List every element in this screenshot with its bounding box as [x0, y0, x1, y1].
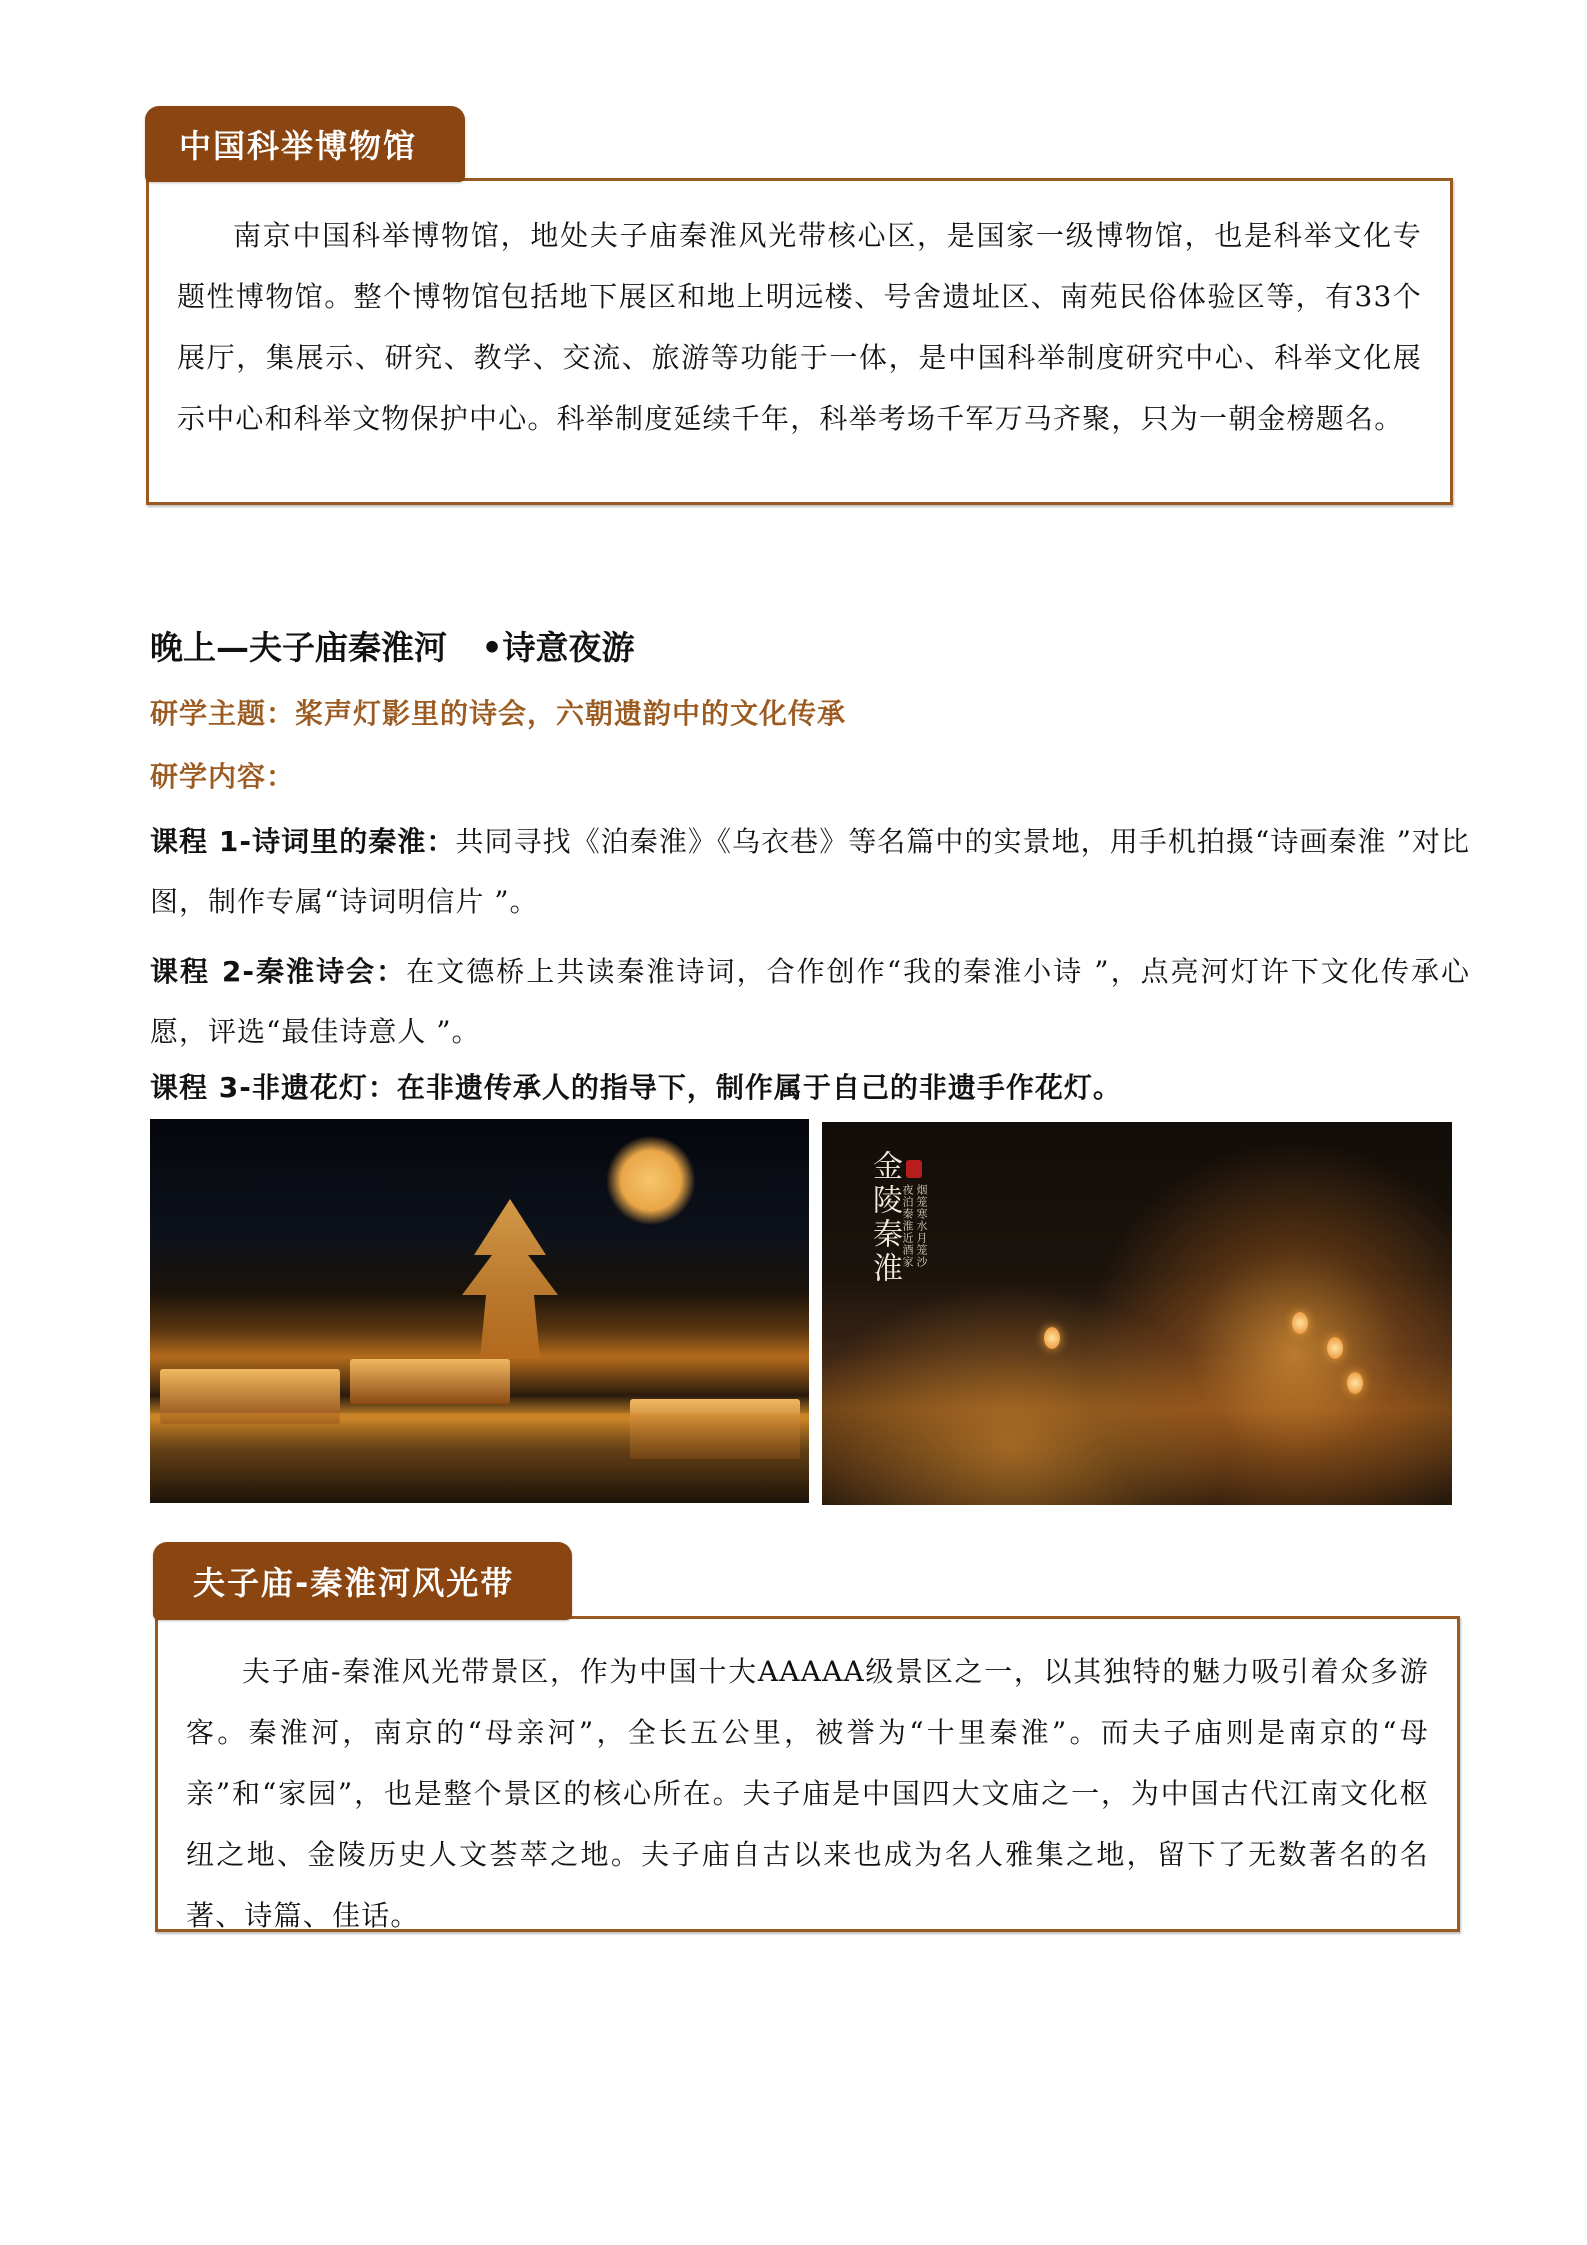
study-theme: 研学主题：桨声灯影里的诗会，六朝遗韵中的文化传承: [150, 697, 847, 730]
boat-shape: [350, 1359, 510, 1404]
course-title: 课程 2-秦淮诗会：: [150, 955, 407, 988]
course-item: [150, 1058, 1470, 1118]
lantern-icon: [1044, 1327, 1060, 1349]
river-reflection: [150, 1413, 809, 1503]
study-content-label: 研学内容：: [150, 760, 296, 793]
lantern-icon: [1327, 1337, 1343, 1359]
course-text: 在文德桥上共读秦淮诗词，合作创作“我的秦淮小诗 ”，点亮河灯许下文化传承心愿，评选“最佳诗意人 ”。: [150, 955, 1470, 1048]
seal-icon: [906, 1160, 922, 1178]
section-paragraph: 南京中国科举博物馆，地处夫子庙秦淮风光带核心区，是国家一级博物馆，也是科举文化专题性博物馆。整个博物馆包括地下展区和地上明远楼、号舍遗址区、南苑民俗体验区等，有33个展厅，集展示、研究、教学、交流、旅游等功能于一体，是中国科举制度研究中心、科举文化展示中心和科举文物保护中心。科举制度延续千年，科举考场千军万马齐聚，只为一朝金榜题名。: [177, 219, 1422, 435]
section-tab-label: 夫子庙-秦淮河风光带: [193, 1564, 515, 1602]
course-title: 课程 1-诗词里的秦淮：: [150, 825, 456, 858]
lantern-icon: [1347, 1372, 1363, 1394]
course-item: [150, 942, 1470, 1062]
photo-fuzimiao-night: [150, 1119, 809, 1503]
section-box-keju-museum: [146, 178, 1453, 505]
section-tab-qinhuai-scenic-belt: [153, 1542, 572, 1620]
section-box-qinhuai-scenic-belt: [155, 1616, 1460, 1932]
course-text: 在非遗传承人的指导下，制作属于自己的非遗手作花灯。: [396, 1071, 1122, 1104]
course-text: 共同寻找《泊秦淮》《乌衣巷》等名篇中的实景地，用手机拍摄“诗画秦淮 ”对比图，制作专属“诗词明信片 ”。: [150, 825, 1470, 918]
section-tab-keju-museum: [145, 106, 465, 182]
section-paragraph: 夫子庙-秦淮风光带景区，作为中国十大AAAAA级景区之一，以其独特的魅力吸引着众多游客。秦淮河，南京的“母亲河”，全长五公里，被誉为“十里秦淮”。而夫子庙则是南京的“母亲”和“家园”，也是整个景区的核心所在。夫子庙是中国四大文庙之一，为中国古代江南文化枢纽之地、金陵历史人文荟萃之地。夫子庙自古以来也成为名人雅集之地，留下了无数著名的名著、诗篇、佳话。: [186, 1655, 1429, 1932]
course-title: 课程 3-非遗花灯：: [150, 1071, 397, 1104]
evening-heading: 晚上—夫子庙秦淮河 •诗意夜游: [150, 628, 635, 667]
photo-overlay-poem: 烟笼寒水月笼沙 夜泊秦淮近酒家: [901, 1184, 928, 1268]
section-tab-label: 中国科举博物馆: [179, 127, 418, 165]
photo-overlay-title: 金陵秦淮: [867, 1150, 902, 1286]
photo-jinling-qinhuai: [822, 1122, 1452, 1505]
lantern-icon: [1292, 1312, 1308, 1334]
course-item: [150, 812, 1470, 932]
pagoda-shape: [450, 1199, 570, 1359]
